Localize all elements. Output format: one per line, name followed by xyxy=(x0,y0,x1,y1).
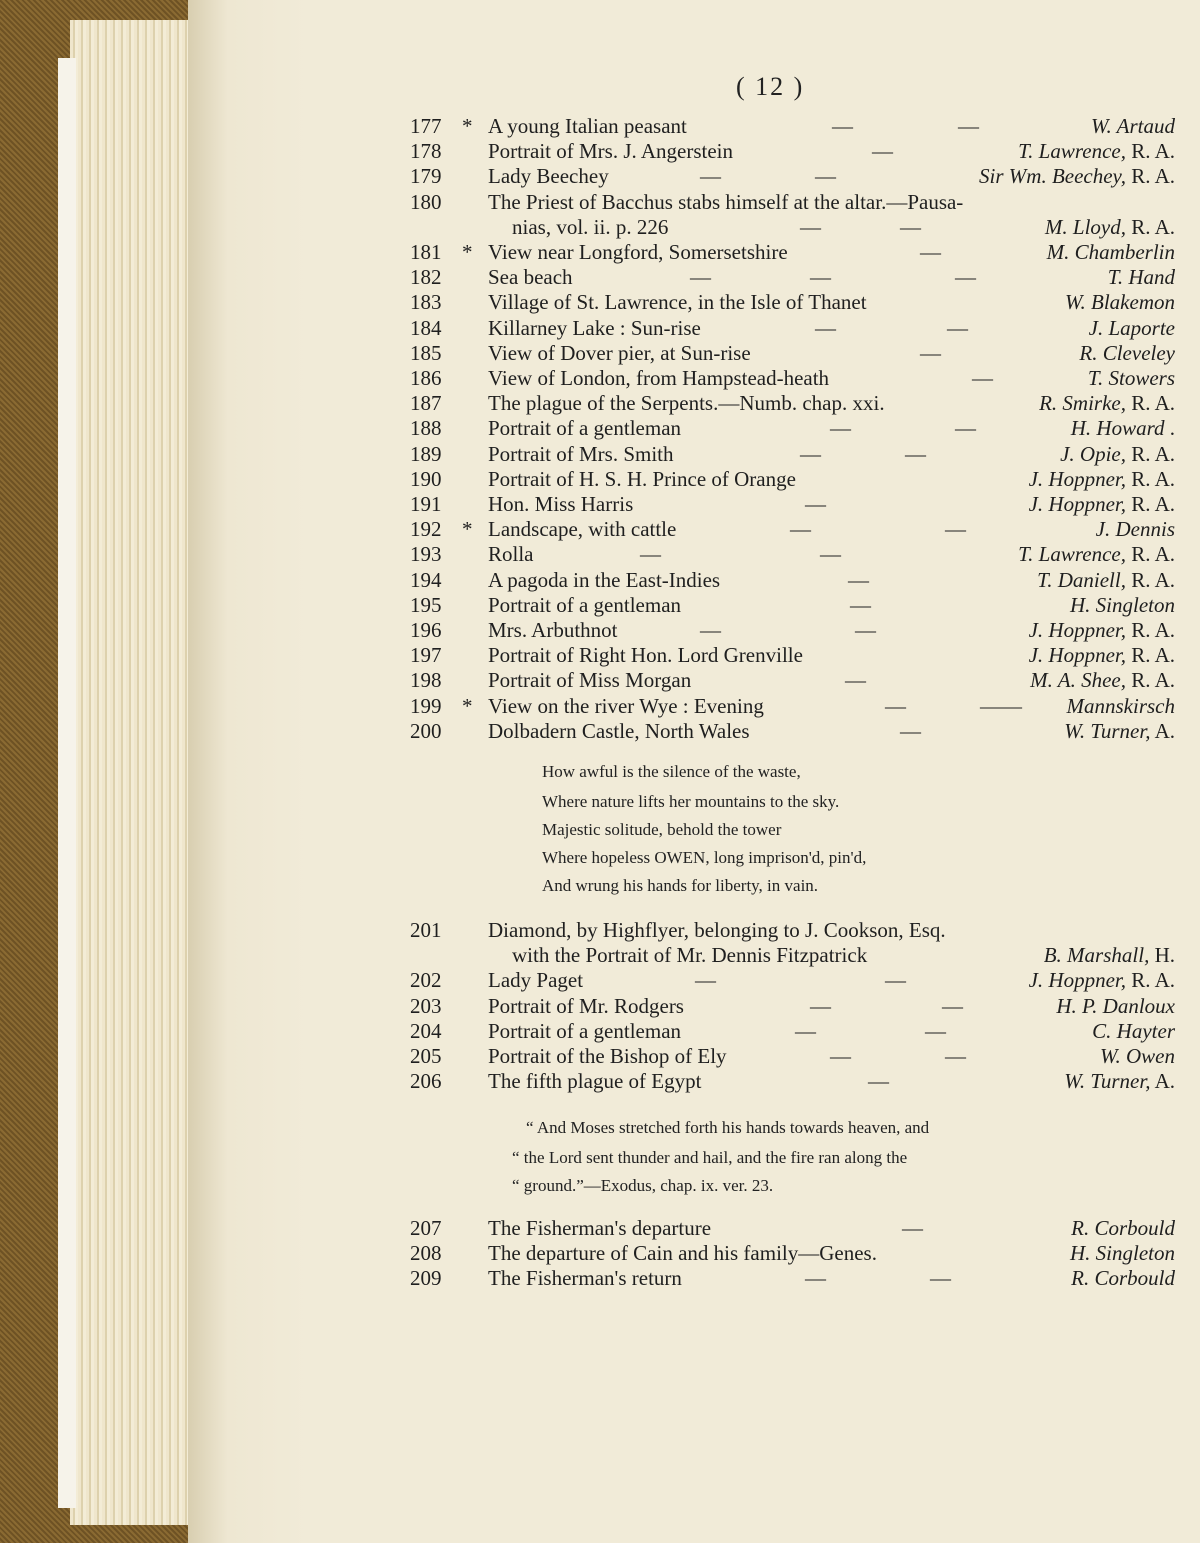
verse-line: Majestic solitude, behold the tower xyxy=(542,820,782,839)
artist-label: Mannskirsch xyxy=(1066,693,1175,718)
academy-suffix: R. A. xyxy=(1125,214,1175,239)
new-exhibitor-asterisk: * xyxy=(462,693,473,718)
artist-label: J. Hoppner, xyxy=(1028,643,1126,668)
leader-dash: — xyxy=(945,1044,966,1068)
quote-line: “ the Lord sent thunder and hail, and the fire ran along the xyxy=(512,1148,908,1167)
entry-title: The Priest of Bacchus stabs himself at the altar.—Pausa- xyxy=(488,189,964,214)
artist-name xyxy=(1079,341,1175,366)
leader-dash: — xyxy=(885,968,906,993)
catalogue-entry xyxy=(410,943,1175,967)
entry-title: with the Portrait of Mr. Dennis Fitzpatrick xyxy=(512,943,868,968)
academy-suffix: R. A. xyxy=(1125,643,1175,668)
catalogue-entry xyxy=(410,1216,1175,1240)
catalogue-entry xyxy=(410,618,1175,642)
verse-line: Where hopeless OWEN, long imprison'd, pin'd, xyxy=(542,848,867,867)
academy-suffix: R. A. xyxy=(1125,618,1175,642)
artist-name xyxy=(1030,668,1175,693)
leader-dash: — xyxy=(815,315,836,340)
academy-suffix: A. xyxy=(1150,718,1175,743)
leader-dash: — xyxy=(900,214,921,239)
entry-number: 201 xyxy=(410,918,442,942)
artist-name xyxy=(1060,442,1175,467)
artist-label: W. Blakemon xyxy=(1064,290,1175,315)
leader-dash: — xyxy=(902,1216,923,1240)
artist-label: H. P. Danloux xyxy=(1056,993,1175,1018)
catalogue-entry xyxy=(410,694,1175,718)
academy-suffix: R. A. xyxy=(1125,139,1175,164)
entry-title: View of Dover pier, at Sun-rise xyxy=(488,340,751,365)
entry-title: Portrait of the Bishop of Ely xyxy=(488,1044,727,1068)
entry-number: 181 xyxy=(410,240,442,264)
entry-number: 208 xyxy=(410,1241,442,1266)
new-exhibitor-asterisk: * xyxy=(462,240,473,264)
new-exhibitor-asterisk: * xyxy=(462,114,473,138)
entry-number: 195 xyxy=(410,592,442,617)
entry-number: 207 xyxy=(410,1216,442,1240)
artist-name xyxy=(979,164,1175,189)
entry-title: Dolbadern Castle, North Wales xyxy=(488,718,750,743)
artist-label: T. Lawrence, xyxy=(1018,542,1126,567)
entry-title: Village of St. Lawrence, in the Isle of Thanet xyxy=(488,290,867,315)
artist-name xyxy=(1047,240,1175,265)
entry-title: Killarney Lake : Sun-rise xyxy=(488,315,701,340)
leader-dash: — xyxy=(905,441,926,466)
entry-title: Sea beach xyxy=(488,265,573,290)
entry-number: 199 xyxy=(410,693,442,718)
leader-dash: — xyxy=(972,366,993,390)
entry-title: The Fisherman's return xyxy=(488,1266,682,1291)
artist-name xyxy=(1029,492,1175,517)
artist-name xyxy=(1029,618,1175,643)
entry-title: Landscape, with cattle xyxy=(488,517,677,542)
entry-number: 209 xyxy=(410,1266,442,1291)
leader-dash: — xyxy=(690,265,711,290)
entry-number: 177 xyxy=(410,114,442,138)
artist-name xyxy=(1064,1069,1175,1094)
catalogue-entry xyxy=(410,114,1175,138)
entry-title: Rolla xyxy=(488,542,534,567)
artist-label: B. Marshall, xyxy=(1043,943,1150,968)
catalogue-entry xyxy=(410,416,1175,440)
entry-number: 198 xyxy=(410,668,442,693)
catalogue-entry xyxy=(410,643,1175,667)
artist-name xyxy=(1100,1044,1175,1069)
catalogue-entry xyxy=(410,290,1175,314)
artist-name xyxy=(1018,139,1175,164)
artist-name xyxy=(1029,467,1175,492)
entry-number: 206 xyxy=(410,1069,442,1094)
artist-name xyxy=(1029,968,1175,993)
catalogue-entry xyxy=(410,1019,1175,1043)
catalogue-entry xyxy=(410,1044,1175,1068)
entry-number: 190 xyxy=(410,466,442,491)
leader-dash: — xyxy=(930,1266,951,1291)
entry-number: 180 xyxy=(410,189,442,214)
entry-number: 197 xyxy=(410,643,442,668)
catalogue-entry xyxy=(410,215,1175,239)
entry-number: 204 xyxy=(410,1018,442,1043)
catalogue-entry xyxy=(410,240,1175,264)
catalogue-entry xyxy=(410,265,1175,289)
entry-number: 193 xyxy=(410,542,442,567)
entry-number: 185 xyxy=(410,340,442,365)
artist-label: T. Daniell, xyxy=(1037,567,1126,592)
entry-number: 179 xyxy=(410,164,442,189)
academy-suffix: R. A. xyxy=(1125,466,1175,491)
artist-label: J. Opie, xyxy=(1060,441,1126,466)
artist-label: J. Hoppner, xyxy=(1028,466,1126,491)
leader-dash: — xyxy=(885,693,906,718)
artist-name xyxy=(1045,215,1175,240)
leader-dash: — xyxy=(945,517,966,542)
academy-suffix: . xyxy=(1164,416,1175,441)
entry-number: 182 xyxy=(410,265,442,290)
leader-dash: — xyxy=(830,1044,851,1068)
artist-name xyxy=(1070,1241,1175,1266)
catalogue-entry xyxy=(410,994,1175,1018)
catalogue-entry xyxy=(410,442,1175,466)
artist-label: J. Dennis xyxy=(1095,517,1175,542)
artist-name xyxy=(1071,416,1175,441)
entry-title: Portrait of Mrs. J. Angerstein xyxy=(488,139,733,164)
entry-number: 196 xyxy=(410,618,442,642)
artist-label: J. Laporte xyxy=(1088,315,1175,340)
artist-label: T. Hand xyxy=(1107,265,1175,290)
flyleaf xyxy=(58,58,76,1508)
entry-title: The plague of the Serpents.—Numb. chap. xxi. xyxy=(488,391,885,416)
artist-label: R. Corbould xyxy=(1071,1216,1175,1240)
catalogue-entry xyxy=(410,139,1175,163)
catalogue-entry xyxy=(410,1069,1175,1093)
entry-title: Portrait of H. S. H. Prince of Orange xyxy=(488,466,796,491)
quote-line: “ And Moses stretched forth his hands towards heaven, and xyxy=(526,1118,930,1137)
artist-name xyxy=(1067,694,1176,719)
page-edges xyxy=(70,20,200,1525)
catalogue-entry xyxy=(410,719,1175,743)
entry-number: 186 xyxy=(410,366,442,390)
leader-dash: — xyxy=(872,139,893,164)
academy-suffix: R. A. xyxy=(1125,391,1175,416)
leader-dash: — xyxy=(855,618,876,642)
leader-dash: — xyxy=(700,618,721,642)
academy-suffix: R. A. xyxy=(1125,968,1175,993)
artist-label: R. Cleveley xyxy=(1079,340,1175,365)
leader-dash: — xyxy=(845,668,866,693)
leader-dash: — xyxy=(830,416,851,441)
catalogue-entry xyxy=(410,391,1175,415)
new-exhibitor-asterisk: * xyxy=(462,517,473,542)
leader-dash: — xyxy=(900,718,921,743)
leader-dash: — xyxy=(810,993,831,1018)
catalogue-entry xyxy=(410,517,1175,541)
artist-label: W. Turner, xyxy=(1064,718,1151,743)
artist-name xyxy=(1092,1019,1175,1044)
entry-number: 192 xyxy=(410,517,442,542)
artist-label: J. Hoppner, xyxy=(1028,492,1126,516)
artist-name xyxy=(1029,643,1175,668)
academy-suffix: R. A. xyxy=(1125,668,1175,693)
leader-dash: — xyxy=(925,1018,946,1043)
artist-name xyxy=(1108,265,1175,290)
leader-dash: — xyxy=(868,1069,889,1094)
catalogue-entry xyxy=(410,542,1175,566)
artist-label: M. Chamberlin xyxy=(1046,240,1175,264)
catalogue-entry xyxy=(410,1266,1175,1290)
artist-name xyxy=(1071,1266,1175,1291)
artist-label: T. Lawrence, xyxy=(1018,139,1126,164)
entry-number: 202 xyxy=(410,968,442,993)
leader-dash: — xyxy=(920,240,941,264)
artist-label: W. Artaud xyxy=(1090,114,1175,138)
entry-title: Portrait of a gentleman xyxy=(488,1018,682,1043)
entry-number: 187 xyxy=(410,391,442,416)
entry-title: View of London, from Hampstead-heath xyxy=(488,366,830,390)
artist-name xyxy=(1056,994,1175,1019)
academy-suffix: R. A. xyxy=(1125,492,1175,516)
entry-number: 184 xyxy=(410,315,442,340)
artist-name xyxy=(1096,517,1175,542)
leader-dash: — xyxy=(947,315,968,340)
artist-label: R. Smirke, xyxy=(1039,391,1126,416)
catalogue-entry xyxy=(410,164,1175,188)
academy-suffix: R. A. xyxy=(1125,567,1175,592)
catalogue-entry xyxy=(410,366,1175,390)
entry-title: nias, vol. ii. p. 226 xyxy=(512,214,669,239)
entry-number: 191 xyxy=(410,492,442,516)
entry-title: Portrait of Mrs. Smith xyxy=(488,441,674,466)
leader-dash: — xyxy=(805,492,826,516)
artist-name xyxy=(1071,1216,1175,1241)
artist-label: M. Lloyd, xyxy=(1044,214,1126,239)
artist-label: J. Hoppner, xyxy=(1028,968,1126,993)
entry-title: Portrait of a gentleman xyxy=(488,592,682,617)
entry-title: Portrait of Right Hon. Lord Grenville xyxy=(488,643,803,668)
verse-line: How awful is the silence of the waste, xyxy=(542,762,801,781)
verse-line: And wrung his hands for liberty, in vain. xyxy=(542,876,819,895)
artist-name xyxy=(1018,542,1175,567)
entry-title: The Fisherman's departure xyxy=(488,1216,712,1240)
academy-suffix: R. A. xyxy=(1125,542,1175,567)
artist-label: H. Howard xyxy=(1070,416,1165,441)
leader-dash: — xyxy=(955,265,976,290)
entry-number: 189 xyxy=(410,441,442,466)
entry-title: Diamond, by Highflyer, belonging to J. Cookson, Esq. xyxy=(488,918,946,942)
leader-dash: — xyxy=(640,542,661,567)
leader-dash: — xyxy=(695,968,716,993)
artist-label: Sir Wm. Beechey, xyxy=(979,164,1126,189)
catalogue-entry xyxy=(410,593,1175,617)
artist-name xyxy=(1089,316,1175,341)
academy-suffix: A. xyxy=(1150,1069,1175,1094)
catalogue-entry xyxy=(410,492,1175,516)
catalogue-entry xyxy=(410,968,1175,992)
entry-number: 205 xyxy=(410,1044,442,1068)
leader-dash: — xyxy=(805,1266,826,1291)
leader-dash: — xyxy=(800,441,821,466)
artist-name xyxy=(1064,719,1175,744)
artist-name xyxy=(1091,114,1175,139)
entry-number: 200 xyxy=(410,718,442,743)
artist-label: T. Stowers xyxy=(1087,366,1175,390)
entry-title: Hon. Miss Harris xyxy=(488,492,634,516)
catalogue-entry xyxy=(410,316,1175,340)
catalogue-entry xyxy=(410,568,1175,592)
leader-dash: — xyxy=(810,265,831,290)
leader-dash: — xyxy=(820,542,841,567)
catalogue-entry xyxy=(410,1241,1175,1265)
entry-title: View near Longford, Somersetshire xyxy=(488,240,788,264)
leader-dash: — xyxy=(795,1018,816,1043)
artist-label: H. Singleton xyxy=(1070,1241,1175,1266)
leader-dash: — xyxy=(790,517,811,542)
entry-title: View on the river Wye : Evening xyxy=(488,693,764,718)
artist-label: C. Hayter xyxy=(1092,1018,1175,1043)
entry-number: 194 xyxy=(410,567,442,592)
leader-dash: — xyxy=(850,592,871,617)
artist-label: J. Hoppner, xyxy=(1028,618,1126,642)
quote-line: “ ground.”—Exodus, chap. ix. ver. 23. xyxy=(512,1176,774,1195)
artist-name xyxy=(1044,943,1175,968)
entry-title: Lady Paget xyxy=(488,968,584,993)
artist-name xyxy=(1065,290,1175,315)
leader-dash: — xyxy=(942,993,963,1018)
leader-dash: — xyxy=(700,164,721,189)
entry-number: 178 xyxy=(410,139,442,164)
artist-name xyxy=(1037,568,1175,593)
entry-title: Portrait of Mr. Rodgers xyxy=(488,993,684,1018)
leader-dash: — xyxy=(815,164,836,189)
entry-number: 183 xyxy=(410,290,442,315)
artist-label: R. Corbould xyxy=(1071,1266,1175,1291)
academy-suffix: R. A. xyxy=(1125,164,1175,189)
leader-dash: — xyxy=(848,567,869,592)
entry-title: The fifth plague of Egypt xyxy=(488,1069,702,1094)
artist-name xyxy=(1039,391,1175,416)
entry-title: Mrs. Arbuthnot xyxy=(488,618,618,642)
artist-label: W. Owen xyxy=(1099,1044,1175,1068)
catalogue-entry xyxy=(410,467,1175,491)
artist-label: W. Turner, xyxy=(1064,1069,1151,1094)
catalogue-entry xyxy=(410,668,1175,692)
artist-name xyxy=(1088,366,1175,391)
leader-dash: —— xyxy=(980,693,1022,718)
academy-suffix: H. xyxy=(1149,943,1175,968)
catalogue-entry xyxy=(410,918,1175,942)
leader-dash: — xyxy=(955,416,976,441)
entry-title: The departure of Cain and his family—Genes. xyxy=(488,1241,877,1266)
catalogue-entry xyxy=(410,341,1175,365)
page-header: ( 12 ) xyxy=(736,72,805,101)
entry-title: Portrait of a gentleman xyxy=(488,416,682,441)
entry-title: A pagoda in the East-Indies xyxy=(488,567,721,592)
entry-title: Portrait of Miss Morgan xyxy=(488,668,692,693)
artist-label: M. A. Shee, xyxy=(1030,668,1126,693)
leader-dash: — xyxy=(920,340,941,365)
artist-label: H. Singleton xyxy=(1070,592,1175,617)
catalogue-entry xyxy=(410,190,1175,214)
entry-number: 188 xyxy=(410,416,442,441)
entry-number: 203 xyxy=(410,993,442,1018)
leader-dash: — xyxy=(832,114,853,138)
entry-title: Lady Beechey xyxy=(488,164,609,189)
verse-line: Where nature lifts her mountains to the sky. xyxy=(542,792,840,811)
leader-dash: — xyxy=(800,214,821,239)
leader-dash: — xyxy=(958,114,979,138)
academy-suffix: R. A. xyxy=(1125,441,1175,466)
entry-title: A young Italian peasant xyxy=(488,114,687,138)
artist-name xyxy=(1070,593,1175,618)
